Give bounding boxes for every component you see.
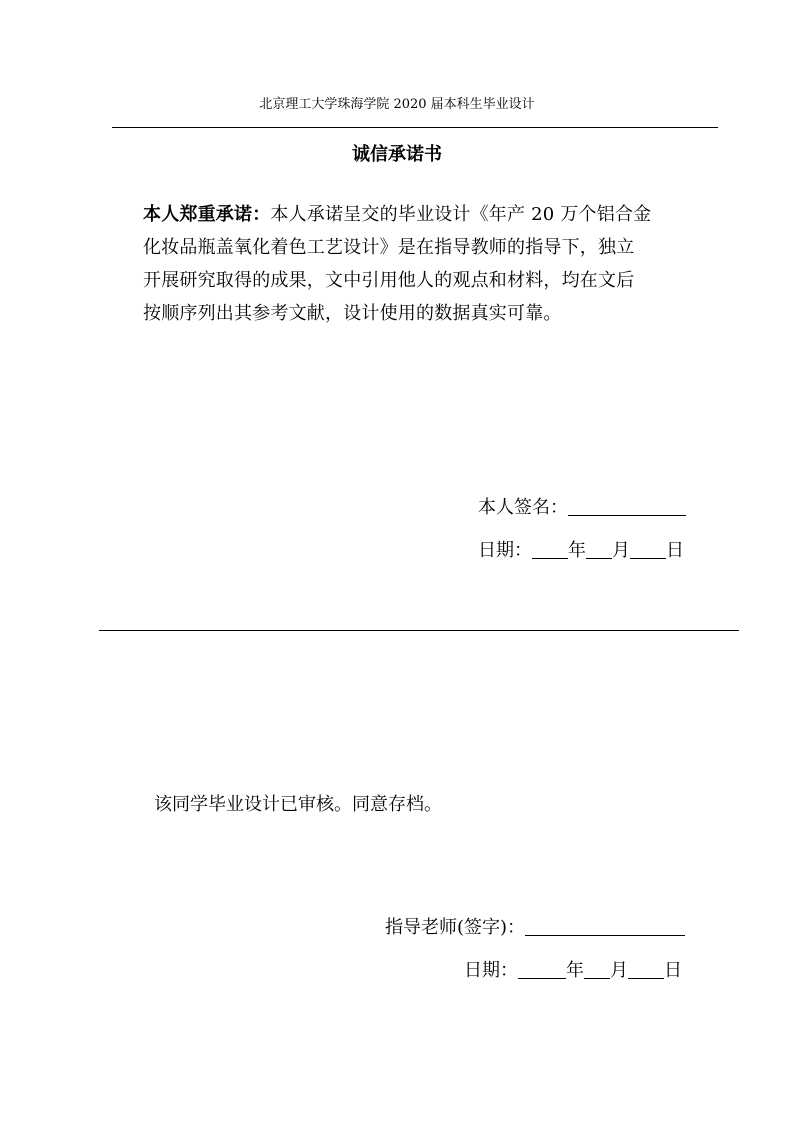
section-divider: [99, 630, 739, 631]
advisor-year-field[interactable]: [518, 960, 566, 979]
student-signature-row: [478, 493, 686, 519]
header-divider: [112, 127, 718, 128]
student-signature-field[interactable]: [568, 497, 686, 516]
advisor-day-label: 日: [664, 960, 682, 981]
student-date-row: [478, 536, 684, 562]
advisor-year-label: 年: [566, 960, 584, 981]
student-signature-label: 本人签名：: [478, 497, 568, 518]
student-year-field[interactable]: [532, 540, 568, 559]
pledge-line-3: 开展研究取得的成果，文中引用他人的观点和材料，均在文后: [143, 270, 635, 291]
pledge-text-1: 本人承诺呈交的毕业设计《年产 20 万个铝合金: [270, 204, 652, 225]
advisor-signature-field[interactable]: [525, 917, 685, 936]
pledge-paragraph: [143, 198, 703, 330]
pledge-line-1: [143, 198, 703, 231]
advisor-signature-label: 指导老师(签字)：: [385, 917, 526, 938]
advisor-date-row: [464, 956, 682, 982]
pledge-line-4: 按顺序列出其参考文献，设计使用的数据真实可靠。: [143, 303, 562, 324]
advisor-day-field[interactable]: [628, 960, 664, 979]
student-year-label: 年: [568, 540, 586, 561]
pledge-line-2: 化妆品瓶盖氧化着色工艺设计》是在指导教师的指导下，独立: [143, 237, 635, 258]
student-date-label: 日期：: [478, 540, 532, 561]
advisor-date-label: 日期：: [464, 960, 518, 981]
running-header: 北京理工大学珠海学院 2020 届本科生毕业设计: [259, 97, 535, 112]
student-day-label: 日: [666, 540, 684, 561]
student-month-label: 月: [612, 540, 630, 561]
student-month-field[interactable]: [586, 540, 612, 559]
review-statement: 该同学毕业设计已审核。同意存档。: [154, 794, 442, 815]
advisor-month-field[interactable]: [584, 960, 610, 979]
advisor-signature-row: [385, 913, 685, 939]
page-title: 诚信承诺书: [352, 144, 442, 165]
pledge-lead: 本人郑重承诺：: [143, 204, 271, 225]
student-day-field[interactable]: [630, 540, 666, 559]
advisor-month-label: 月: [610, 960, 628, 981]
